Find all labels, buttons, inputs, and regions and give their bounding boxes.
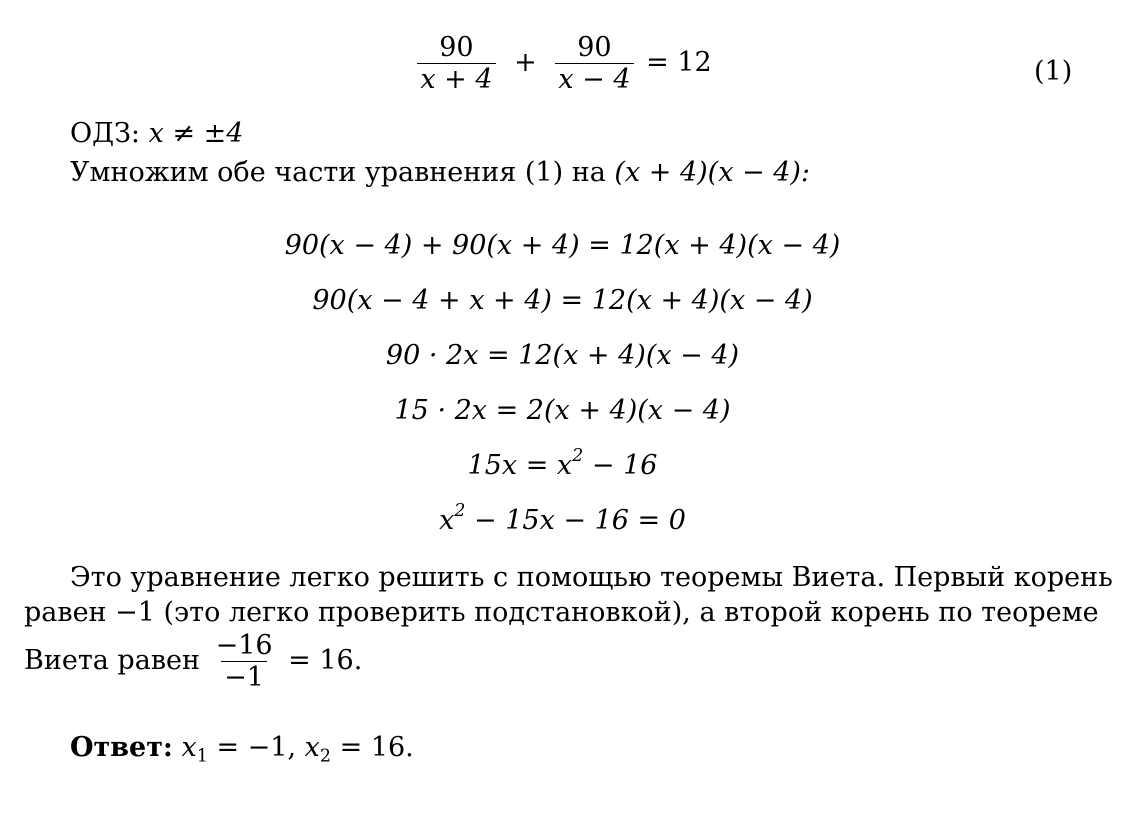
answer-label: Ответ: [70,732,173,763]
answer-line [70,732,414,767]
step-6-rest: − 15x − 16 = 0 [465,505,686,536]
step-2: 90(x − 4 + x + 4) = 12(x + 4)(x − 4) [312,285,813,316]
fraction-2-numerator: 90 [577,32,612,63]
paragraph-line-3-prefix: Виета равен [24,645,200,677]
equation-number: (1) [1034,56,1073,87]
step-6-exponent: 2 [454,500,466,521]
fraction-1-denominator: x + 4 [417,63,495,95]
step-6 [0,500,1125,537]
multiply-line [70,157,810,189]
paragraph-line-2: равен −1 (это легко проверить подстановкой), а второй корень по теореме [24,597,1099,628]
answer-x1-subscript: 1 [196,746,208,767]
vieta-fraction-denominator: −1 [221,661,267,693]
odz-condition: x ≠ ±4 [148,118,244,149]
step-5-rest: − 16 [583,450,658,481]
multiply-text: Умножим обе части уравнения (1) на [70,157,606,188]
multiply-factor: (x + 4)(x − 4): [614,157,811,188]
step-4: 15 · 2x = 2(x + 4)(x − 4) [394,395,731,426]
equation-1-rhs: = 12 [646,47,712,79]
answer-x2: x [304,732,320,763]
odz-label: ОДЗ: [70,118,141,149]
answer-x2-value: = 16. [331,732,414,763]
answer-x1: x [181,732,197,763]
fraction-1-numerator: 90 [439,32,474,63]
fraction-1 [417,32,495,95]
step-1: 90(x − 4) + 90(x + 4) = 12(x + 4)(x − 4) [284,230,841,261]
odz-line [70,118,243,150]
fraction-2 [555,32,633,95]
paragraph-line-3-suffix: = 16. [288,645,363,677]
vieta-fraction-numerator: −16 [215,630,273,661]
fraction-2-denominator: x − 4 [555,63,633,95]
equation-1 [0,32,1125,95]
answer-x2-subscript: 2 [319,746,332,767]
step-6-base: x [439,505,455,536]
plus-sign: + [514,47,537,79]
step-5-lhs: 15x = x [467,450,573,481]
step-5 [0,445,1125,482]
paragraph-line-3 [24,630,362,693]
vieta-fraction [213,630,276,693]
paragraph-line-1: Это уравнение легко решить с помощью теоремы Виета. Первый корень [70,562,1113,593]
step-3: 90 · 2x = 12(x + 4)(x − 4) [385,340,740,371]
step-5-exponent: 2 [572,445,584,466]
answer-x1-value: = −1, [207,732,305,763]
